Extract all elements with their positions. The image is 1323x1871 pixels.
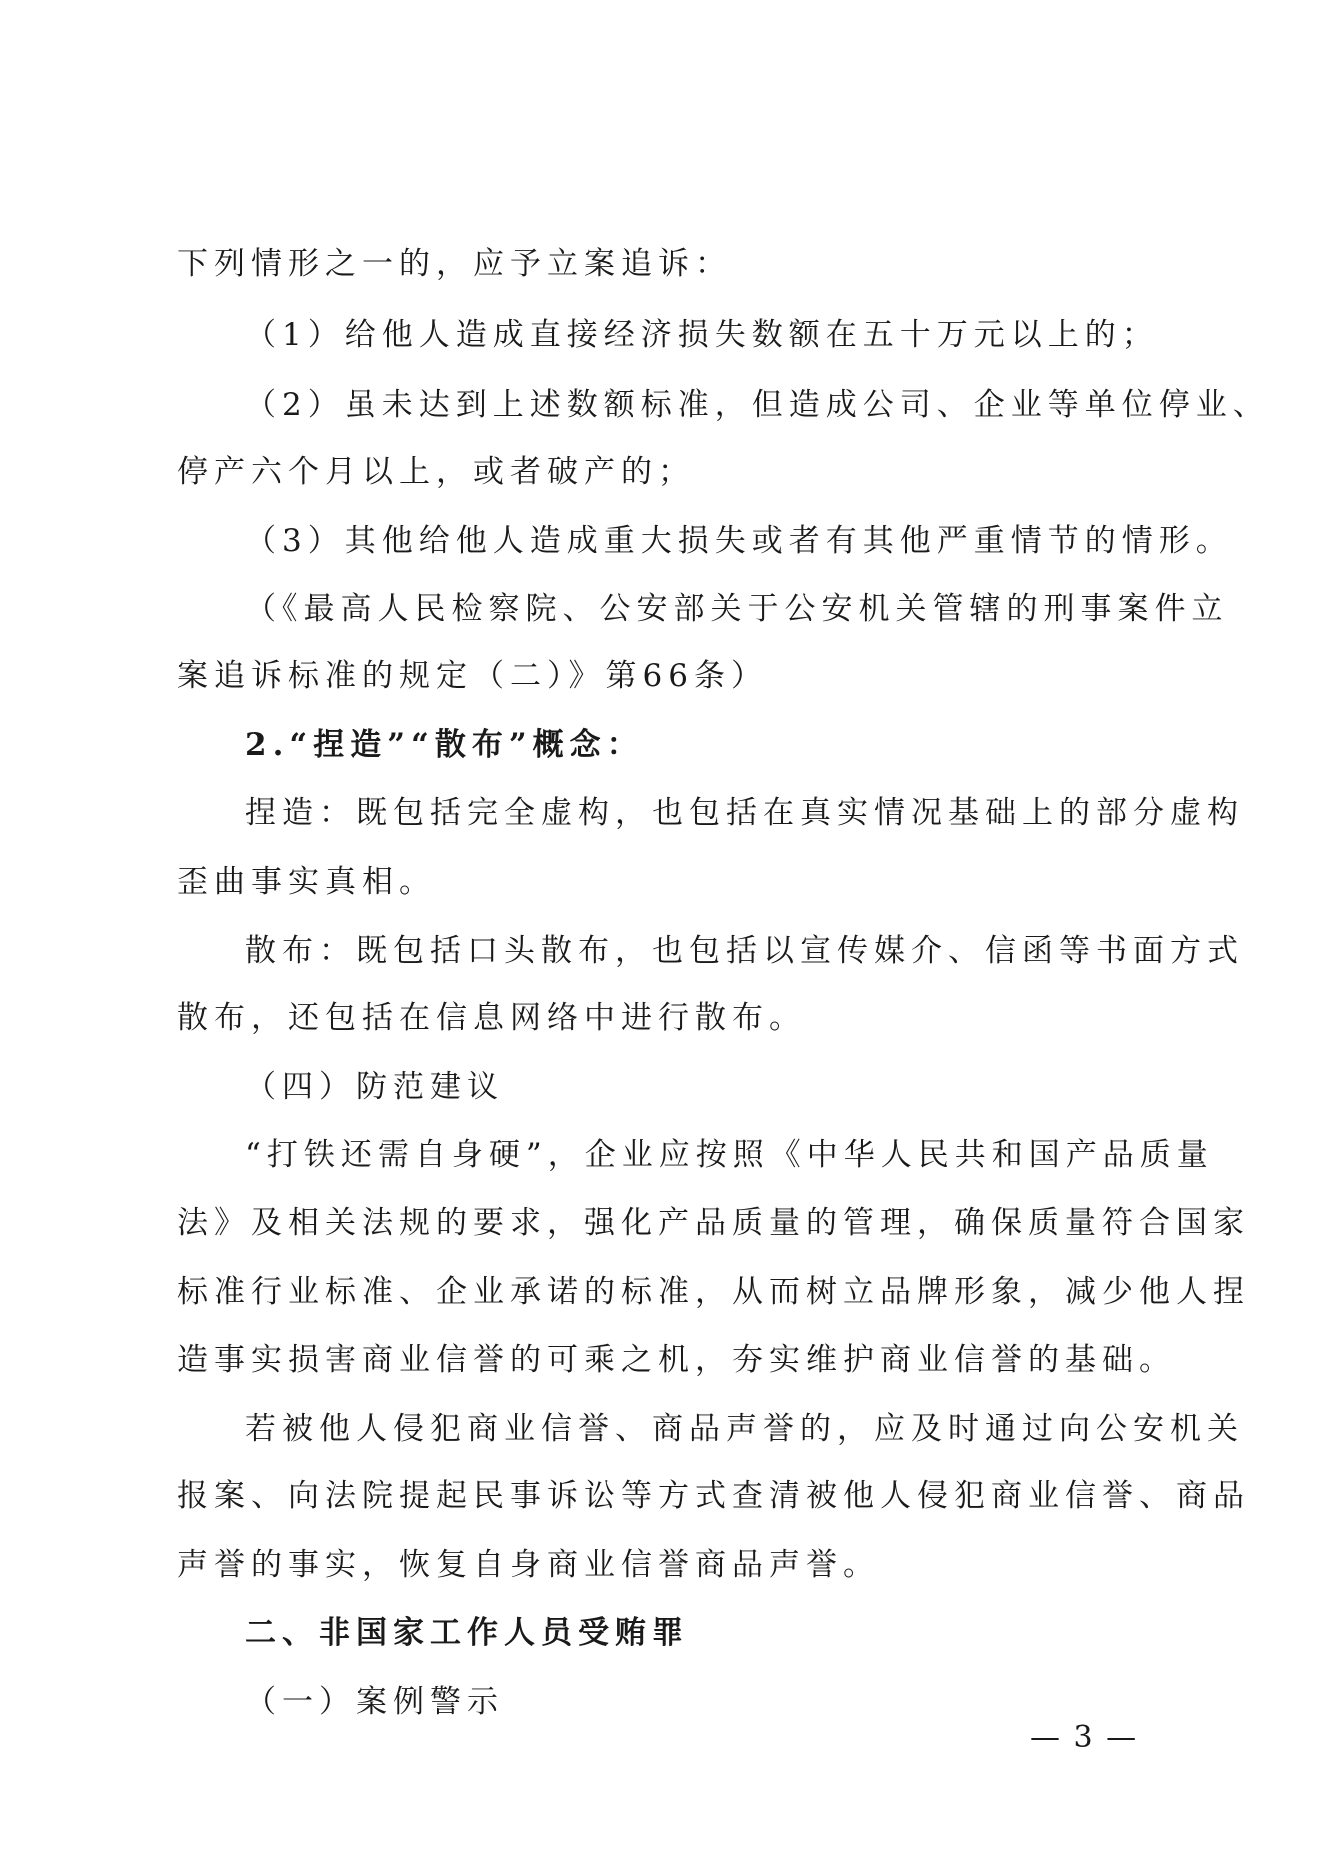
paragraph-line: 散布：既包括口头散布，也包括以宣传媒介、信函等书面方式 (245, 933, 1244, 969)
page-number: — 3 — (1030, 1720, 1139, 1755)
paragraph-line: 声誉的事实，恢复自身商业信誉商品声誉。 (177, 1547, 880, 1583)
paragraph-line: “打铁还需自身硬”，企业应按照《中华人民共和国产品质量 (245, 1137, 1214, 1173)
text-line: 停产六个月以上，或者破产的； (177, 454, 695, 490)
list-item: （2）虽未达到上述数额标准，但造成公司、企业等单位停业、 (245, 387, 1270, 423)
paragraph-line: 法》及相关法规的要求，强化产品质量的管理，确保质量符合国家 (177, 1205, 1250, 1241)
paragraph-line: 若被他人侵犯商业信誉、商品声誉的，应及时通过向公安机关 (245, 1411, 1244, 1447)
paragraph-line: 捏造：既包括完全虚构，也包括在真实情况基础上的部分虚构 (245, 795, 1244, 831)
paragraph-line: 歪曲事实真相。 (177, 864, 436, 900)
paragraph-line: 标准行业标准、企业承诺的标准，从而树立品牌形象，减少他人捏 (177, 1274, 1250, 1310)
paragraph-line: 报案、向法院提起民事诉讼等方式查清被他人侵犯商业信誉、商品 (177, 1478, 1250, 1514)
list-item: （3）其他给他人造成重大损失或者有其他严重情节的情形。 (245, 523, 1233, 559)
citation: （《最高人民检察院、公安部关于公安机关管辖的刑事案件立 (245, 591, 1229, 627)
section-heading: 二、非国家工作人员受贿罪 (245, 1615, 689, 1651)
subsection-heading: （一）案例警示 (245, 1684, 504, 1720)
list-item: （1）给他人造成直接经济损失数额在五十万元以上的； (245, 317, 1159, 353)
citation: 案追诉标准的规定（二）》第66条） (177, 658, 768, 694)
paragraph-line: 造事实损害商业信誉的可乘之机，夯实维护商业信誉的基础。 (177, 1342, 1176, 1378)
paragraph-line: 散布，还包括在信息网络中进行散布。 (177, 1000, 806, 1036)
section-heading: 2.“捏造”“散布”概念： (245, 727, 644, 763)
subsection-heading: （四）防范建议 (245, 1069, 504, 1105)
text-line: 下列情形之一的，应予立案追诉： (177, 246, 732, 282)
